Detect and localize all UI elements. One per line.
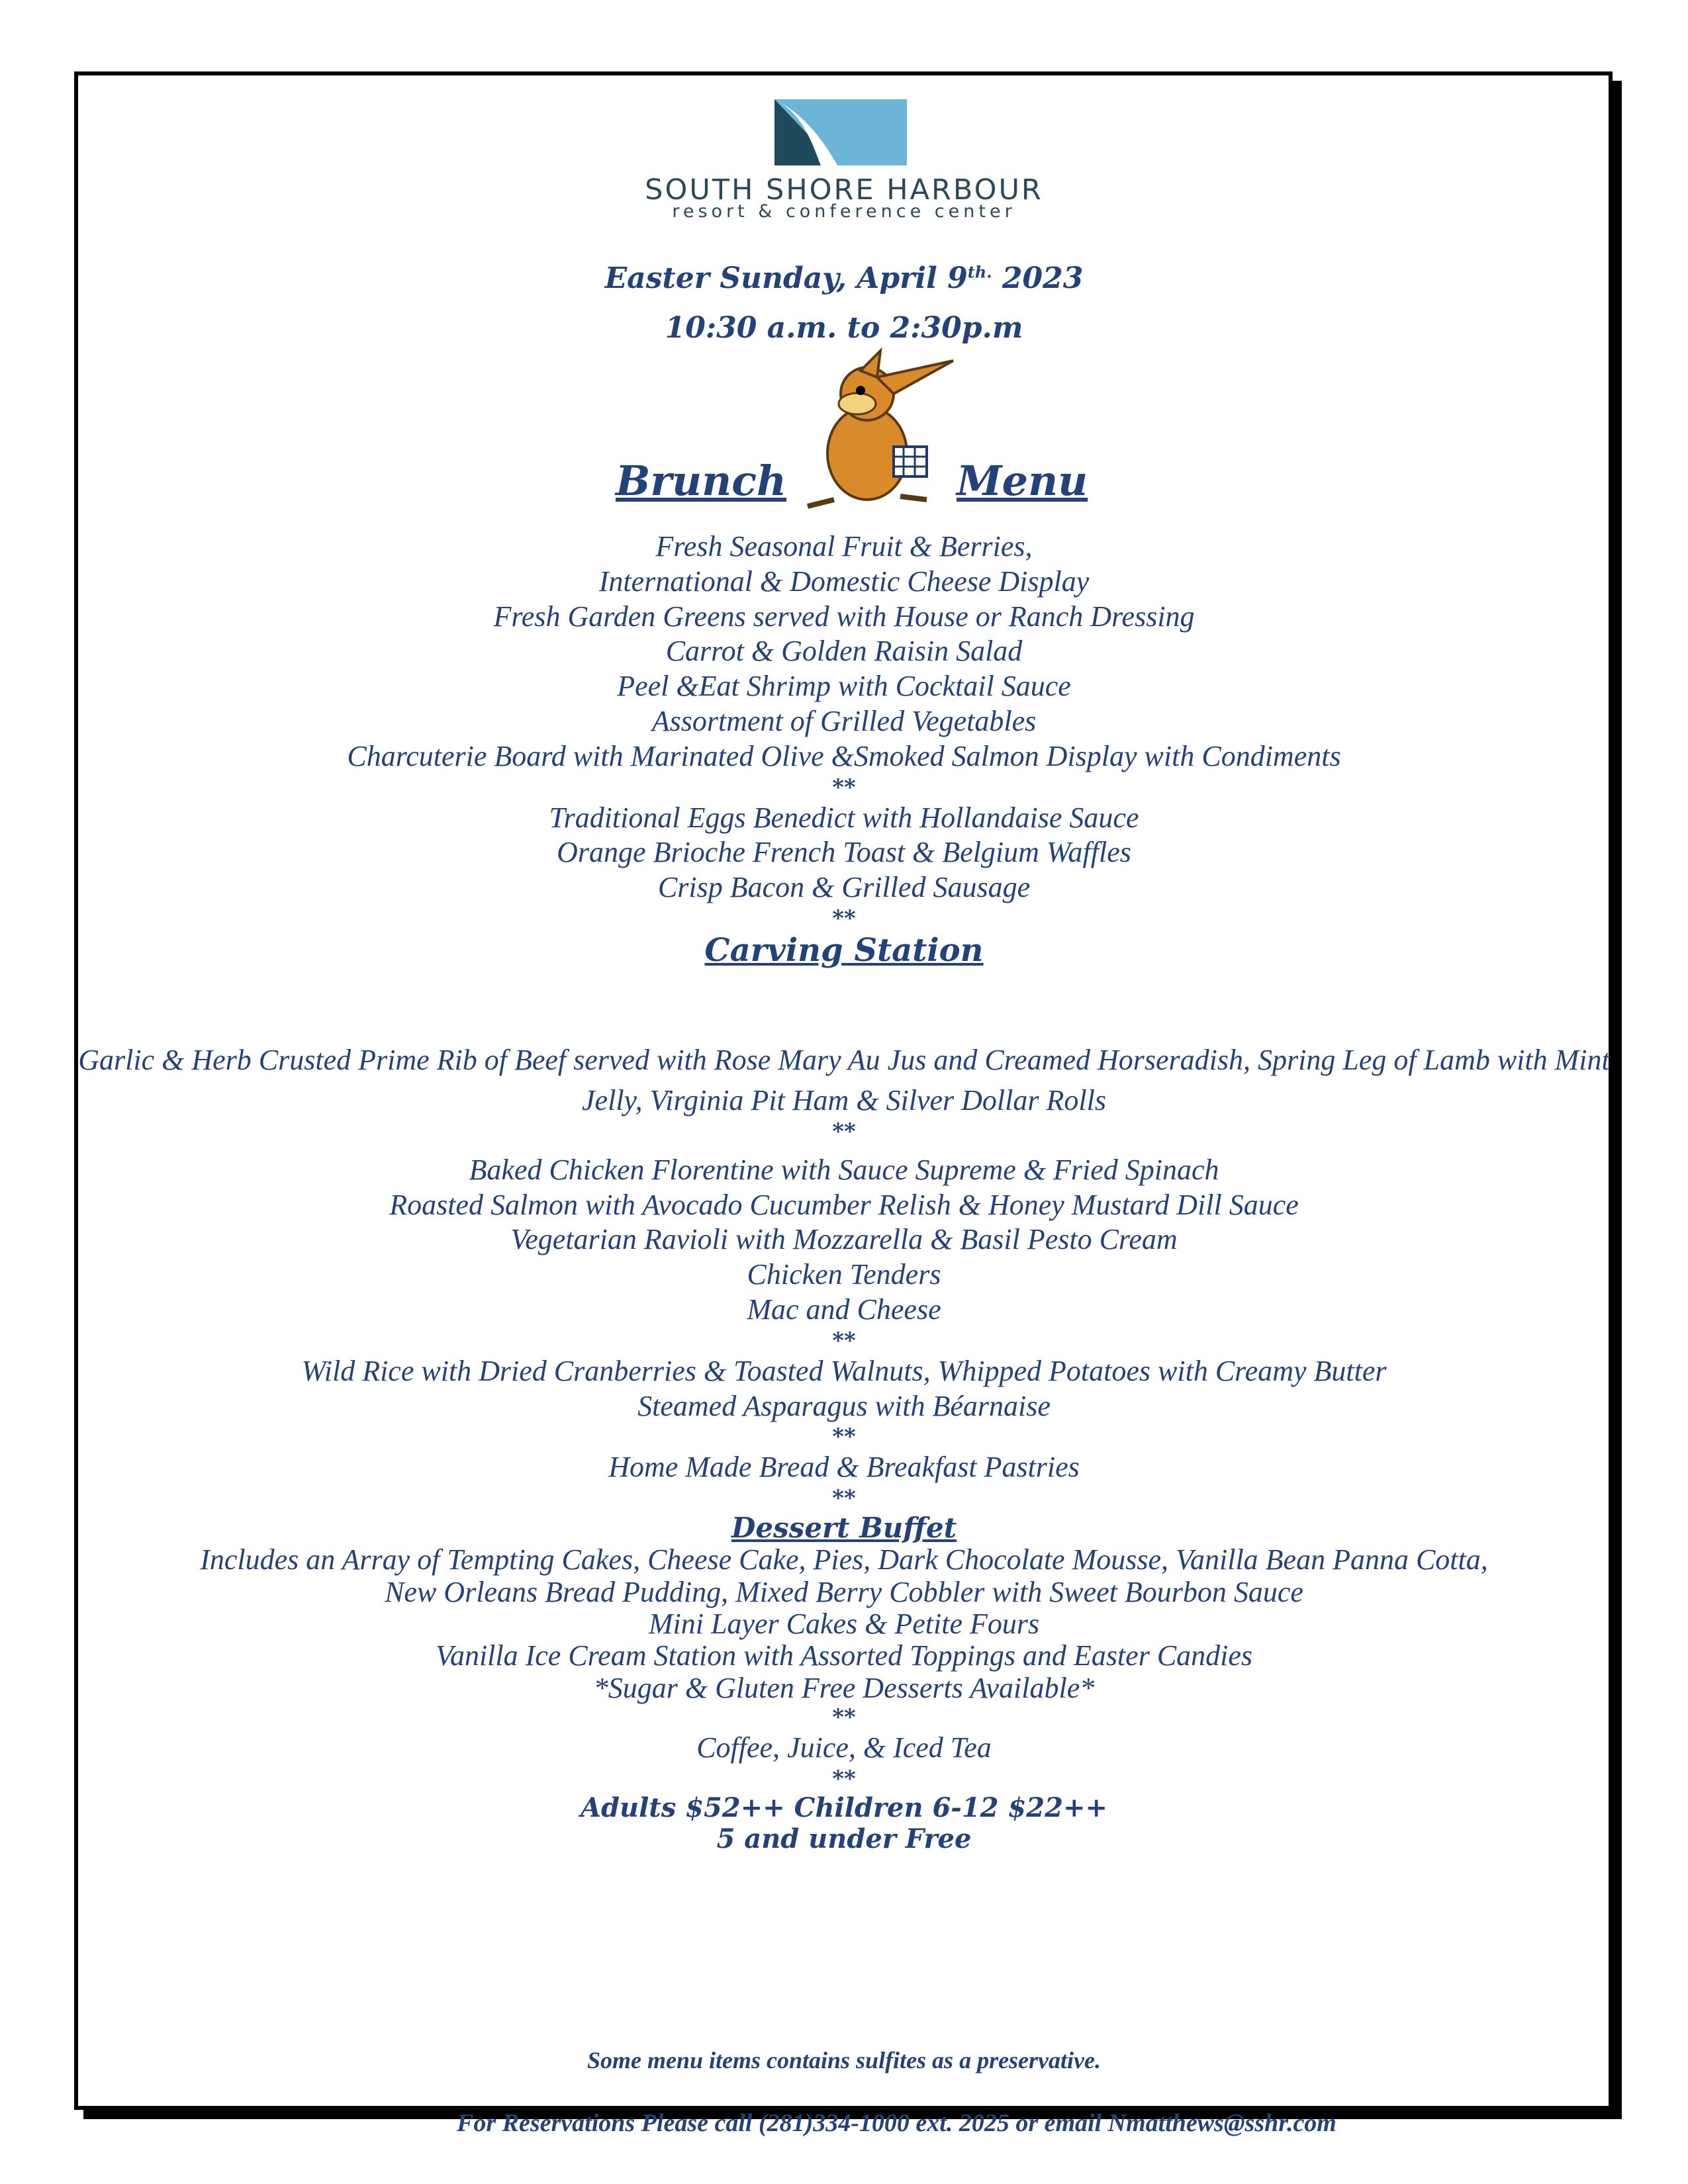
dessert-heading: Dessert Buffet — [731, 1512, 957, 1545]
sulfite-notice: Some menu items contains sulfites as a preservative. — [586, 2047, 1101, 2073]
list-item: Vegetarian Ravioli with Mozzarella & Basil Pesto Cream — [510, 1223, 1178, 1256]
list-item: Mac and Cheese — [747, 1293, 941, 1326]
price-line: Adults $52++ Children 6-12 $22++ — [580, 1792, 1107, 1823]
list-item: Wild Rice with Dried Cranberries & Toasted Walnuts, Whipped Potatoes with Creamy Butter — [301, 1354, 1387, 1387]
brand-name: SOUTH SHORE HARBOUR — [645, 173, 1043, 206]
separator: ** — [832, 905, 856, 932]
list-item: New Orleans Bread Pudding, Mixed Berry Cobbler with Sweet Bourbon Sauce — [385, 1575, 1303, 1608]
list-item: Steamed Asparagus with Béarnaise — [637, 1389, 1051, 1422]
separator: ** — [832, 1704, 856, 1731]
list-item: *Sugar & Gluten Free Desserts Available* — [593, 1671, 1095, 1704]
carving-heading: Carving Station — [704, 931, 984, 969]
title-menu: Menu — [957, 457, 1088, 505]
list-item: Garlic & Herb Crusted Prime Rib of Beef served with Rose Mary Au Jus and Creamed Horseradish, Spring Leg of Lamb with Mint — [78, 1044, 1610, 1076]
menu-body-2 — [99, 1083, 1589, 1854]
list-item: Charcuterie Board with Marinated Olive &Smoked Salmon Display with Condiments — [347, 739, 1341, 772]
brand-subtitle: resort & conference center — [672, 201, 1016, 222]
list-item: Assortment of Grilled Vegetables — [651, 704, 1037, 737]
list-item: International & Domestic Cheese Display — [598, 565, 1090, 598]
list-item: Coffee, Juice, & Iced Tea — [696, 1731, 992, 1764]
list-item: Includes an Array of Tempting Cakes, Cheese Cake, Pies, Dark Chocolate Mousse, Vanilla Bean Panna Cotta, — [200, 1543, 1488, 1576]
list-item: Crisp Bacon & Grilled Sausage — [657, 871, 1031, 904]
list-item: Vanilla Ice Cream Station with Assorted Toppings and Easter Candies — [435, 1639, 1253, 1672]
separator: ** — [832, 774, 856, 801]
list-item: Chicken Tenders — [747, 1258, 941, 1291]
list-item: Baked Chicken Florentine with Sauce Supreme & Fried Spinach — [469, 1153, 1219, 1186]
list-item: Peel &Eat Shrimp with Cocktail Sauce — [617, 670, 1071, 703]
list-item: Roasted Salmon with Avocado Cucumber Relish & Honey Mustard Dill Sauce — [389, 1188, 1299, 1221]
easter-bunny-icon — [768, 347, 966, 510]
resort-logo — [774, 99, 907, 165]
event-time: 10:30 a.m. to 2:30p.m — [665, 311, 1023, 345]
list-item: Traditional Eggs Benedict with Hollandaise Sauce — [549, 801, 1139, 834]
list-item: Home Made Bread & Breakfast Pastries — [608, 1451, 1080, 1484]
event-date: Easter Sunday, April $9^{th.}$ 2023 — [604, 261, 1084, 295]
list-item: Fresh Garden Greens served with House or Ranch Dressing — [493, 600, 1195, 633]
price-under5: 5 and under Free — [716, 1823, 972, 1854]
title-brunch: Brunch — [616, 457, 787, 505]
menu-body — [99, 529, 1589, 969]
separator: ** — [832, 1327, 856, 1354]
separator: ** — [832, 1118, 856, 1145]
separator: ** — [832, 1765, 856, 1792]
list-item: Carrot & Golden Raisin Salad — [665, 635, 1023, 668]
list-item: Orange Brioche French Toast & Belgium Waffles — [557, 836, 1131, 869]
reservation-line: For Reservations Please call (281)334-1000 ext. 2025 or email Nmatthews@sshr.com — [457, 2109, 1336, 2137]
list-item: Mini Layer Cakes & Petite Fours — [648, 1607, 1040, 1640]
separator: ** — [832, 1485, 856, 1512]
separator: ** — [832, 1424, 856, 1451]
list-item: Fresh Seasonal Fruit & Berries, — [655, 530, 1033, 563]
list-item: Jelly, Virginia Pit Ham & Silver Dollar Rolls — [582, 1084, 1106, 1116]
